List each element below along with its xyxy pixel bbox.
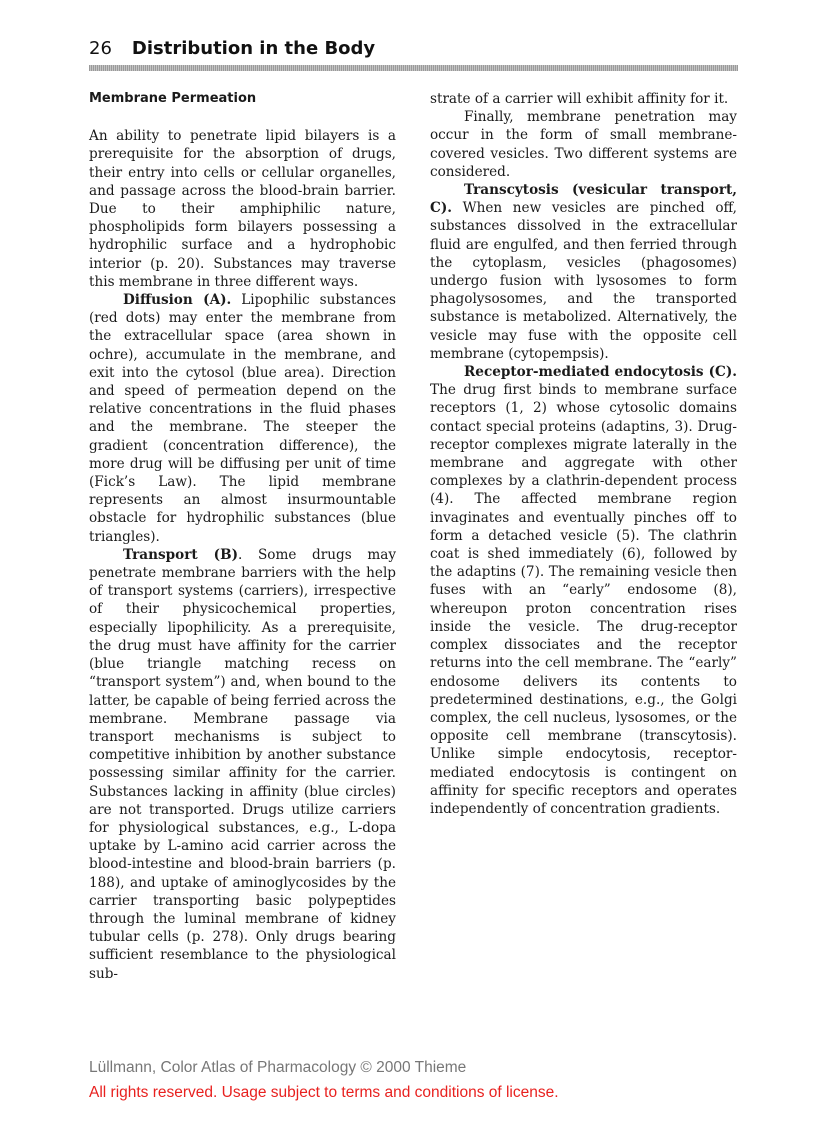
receptor-heading: Receptor-mediated endocytosis (C). [464, 364, 737, 381]
right-column [430, 90, 737, 818]
rights-line: All rights reserved. Usage subject to terms and conditions of license. [89, 1084, 559, 1101]
transport-text: . Some drugs may penetrate membrane barriers with the help of transport systems (carriers), irrespective of their physicochemical properties, especially lipophilicity. As a prerequisite, the drug must have affinity for the carrier (blue triangle matching recess on “transport system”) and, when bound to the latter, be capable of being ferried across the membrane. Membrane passage via transport mechanisms is subject to competitive inhibition by another substance possessing similar affinity for the carrier. Substances lacking in affinity (blue circles) are not transported. Drugs utilize carriers for physiological substances, e.g., L-dopa uptake by L-amino acid carrier across the blood-intestine and blood-brain barriers (p. 188), and uptake of aminoglycosides by the carrier transporting basic polypeptides through the luminal membrane of kidney tubular cells (p. 278). Only drugs bearing sufficient resemblance to the physiological sub- [89, 546, 396, 982]
transport-paragraph [89, 546, 396, 983]
page-number: 26 [89, 38, 112, 59]
page-title: Distribution in the Body [131, 38, 376, 59]
transcytosis-text: When new vesicles are pinched off, substances dissolved in the extracellular fluid are engulfed, and then ferried through the cytoplasm, vesicles (phagosomes) undergo fusion with lysosomes to form phagolysosomes, and the transported substance is metabolized. Alternatively, the vesicle may fuse with the opposite cell membrane (cytopempsis). [430, 200, 737, 362]
intro-paragraph: An ability to penetrate lipid bilayers is a prerequisite for the absorption of drugs, their entry into cells or cellular organelles, and passage across the blood-brain barrier. Due to their amphiphilic nature, phospholipids form bilayers possessing a hydrophilic surface and a hydrophobic interior (p. 20). Substances may traverse this membrane in three different ways. [89, 128, 396, 290]
page-header [89, 38, 375, 64]
transcytosis-heading: Transcytosis (vesicular transport, C). [430, 182, 737, 217]
transport-heading: Transport (B) [123, 546, 239, 563]
diffusion-paragraph [89, 291, 396, 546]
diffusion-heading: Diffusion (A). [123, 292, 232, 309]
left-column [89, 90, 396, 983]
receptor-paragraph [430, 363, 737, 818]
finally-paragraph: Finally, membrane penetration may occur in the form of small membrane-covered vesicles. Two different systems are considered. [430, 109, 737, 180]
diffusion-text: Lipophilic substances (red dots) may enter the membrane from the extracellular space (area shown in ochre), accumulate in the membrane, and exit into the cytosol (blue area). Direction and speed of permeation depend on the relative concentrations in the fluid phases and the membrane. The steeper the gradient (concentration difference), the more drug will be diffusing per unit of time (Fick’s Law). The lipid membrane represents an almost insurmountable obstacle for hydrophilic substances (blue triangles). [89, 292, 396, 545]
receptor-text: The drug first binds to membrane surface receptors (1, 2) whose cytosolic domains contact special proteins (adaptins, 3). Drug-receptor complexes migrate laterally in the membrane and aggregate with other complexes by a clathrin-dependent process (4). The affected membrane region invaginates and eventually pinches off to form a detached vesicle (5). The clathrin coat is shed immediately (6), followed by the adaptins (7). The remaining vesicle then fuses with an “early” endosome (8), whereupon proton concentration rises inside the vesicle. The drug-receptor complex dissociates and the receptor returns into the cell membrane. The “early” endosome delivers its contents to predetermined destinations, e.g., the Golgi complex, the cell nucleus, lysosomes, or the opposite cell membrane (transcytosis). Unlike simple endocytosis, receptor-mediated endocytosis is contingent on affinity for specific receptors and operates independently of concentration gradients. [430, 382, 737, 817]
copyright-line: Lüllmann, Color Atlas of Pharmacology © 2000 Thieme [89, 1059, 467, 1076]
transcytosis-paragraph [430, 181, 737, 363]
section-title: Membrane Permeation [89, 91, 257, 106]
header-rule [89, 65, 738, 71]
continuation-paragraph: strate of a carrier will exhibit affinity for it. [430, 91, 729, 107]
